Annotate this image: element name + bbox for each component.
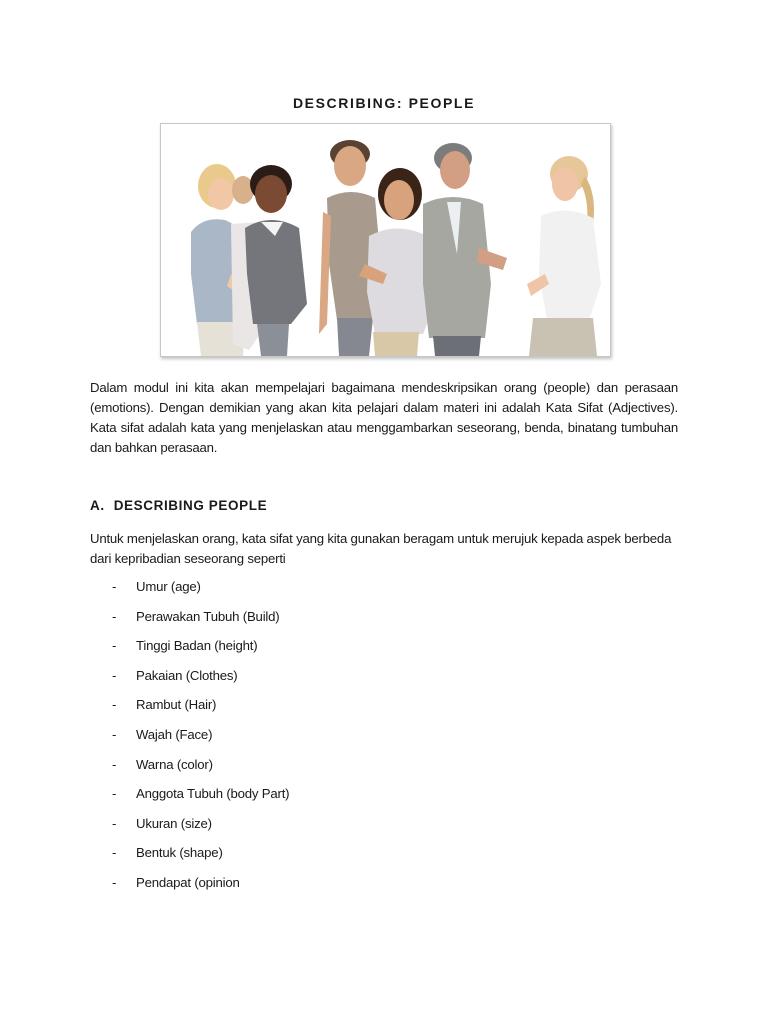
section-a-intro: Untuk menjelaskan orang, kata sifat yang kita gunakan beragam untuk merujuk kepada aspek berbeda dari kepribadian seseorang seperti bbox=[90, 531, 672, 566]
list-item-text: Pendapat (opinion bbox=[136, 874, 240, 890]
list-item-text: Rambut (Hair) bbox=[136, 697, 217, 713]
list-item-text: Warna (color) bbox=[136, 756, 213, 772]
list-item bbox=[112, 607, 289, 637]
list-item-text: Wajah (Face) bbox=[136, 726, 213, 742]
list-item bbox=[112, 755, 289, 785]
list-bullet: - bbox=[112, 667, 117, 683]
list-bullet: - bbox=[112, 756, 117, 772]
list-item bbox=[112, 843, 289, 873]
section-a-title: DESCRIBING PEOPLE bbox=[113, 498, 268, 513]
list-item-text: Pakaian (Clothes) bbox=[136, 667, 238, 683]
list-item bbox=[112, 784, 289, 814]
list-item bbox=[112, 577, 289, 607]
document-title: DESCRIBING: PEOPLE bbox=[292, 95, 476, 111]
list-item bbox=[112, 695, 289, 725]
section-a-number: A. bbox=[90, 498, 105, 513]
list-item-text: Bentuk (shape) bbox=[136, 845, 223, 861]
list-bullet: - bbox=[112, 786, 117, 802]
list-bullet: - bbox=[112, 579, 117, 594]
list-item-text: Anggota Tubuh (body Part) bbox=[136, 786, 290, 802]
list-bullet: - bbox=[112, 815, 117, 831]
list-item-text: Ukuran (size) bbox=[136, 815, 212, 831]
aspect-list bbox=[112, 577, 289, 903]
section-a-heading bbox=[90, 498, 267, 513]
list-item bbox=[112, 636, 289, 666]
list-bullet: - bbox=[112, 726, 117, 742]
list-item bbox=[112, 814, 289, 844]
list-bullet: - bbox=[112, 874, 117, 890]
list-item bbox=[112, 725, 289, 755]
list-item-text: Perawakan Tubuh (Build) bbox=[136, 608, 280, 624]
list-item-text: Umur (age) bbox=[136, 579, 201, 594]
list-item bbox=[112, 666, 289, 696]
list-bullet: - bbox=[112, 638, 117, 654]
intro-paragraph: Dalam modul ini kita akan mempelajari bagaimana mendeskripsikan orang (people) dan perasaan (emotions). Dengan demikian yang akan kita pelajari dalam materi ini adalah Kata Sifat (Adjectives). Kata sifat adalah kata yang menjelaskan atau menggambarkan seseorang, benda, binatang tumbuhan dan bahkan perasaan. bbox=[90, 380, 678, 455]
list-bullet: - bbox=[112, 608, 117, 624]
list-item bbox=[112, 873, 289, 903]
list-bullet: - bbox=[112, 845, 117, 861]
list-bullet: - bbox=[112, 697, 117, 713]
people-photo bbox=[160, 123, 611, 357]
list-item-text: Tinggi Badan (height) bbox=[136, 638, 258, 654]
